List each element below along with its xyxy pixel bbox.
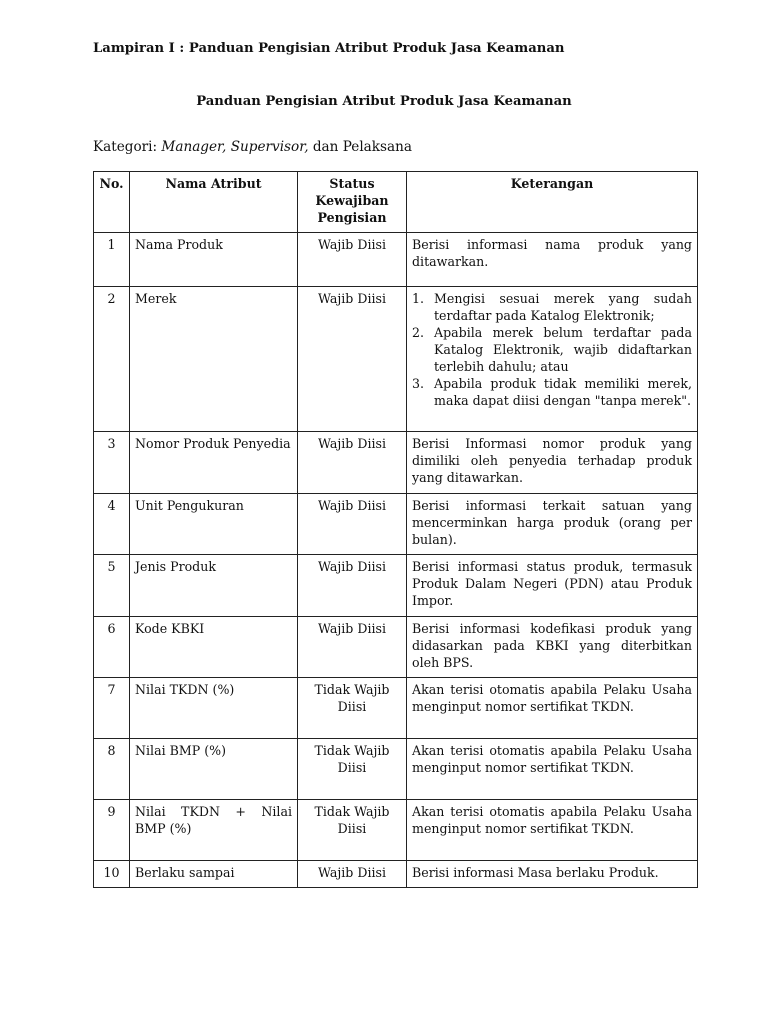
table-row (94, 861, 698, 888)
cell-keterangan: Berisi informasi nama produk yang ditawarkan. (407, 233, 698, 287)
cell-keterangan (407, 287, 698, 432)
cell-nama-atribut: Berlaku sampai (130, 861, 298, 888)
cell-nama-atribut: Unit Pengukuran (130, 494, 298, 555)
cell-status: Wajib Diisi (298, 861, 407, 888)
cell-keterangan: Akan terisi otomatis apabila Pelaku Usaha menginput nomor sertifikat TKDN. (407, 739, 698, 800)
list-text: Apabila produk tidak memiliki merek, maka dapat diisi dengan "tanpa merek". (434, 376, 692, 408)
list-number: 1. (412, 291, 425, 306)
cell-nama-atribut: Merek (130, 287, 298, 432)
cell-keterangan: Berisi informasi status produk, termasuk Produk Dalam Negeri (PDN) atau Produk Impor. (407, 555, 698, 617)
cell-status: Tidak Wajib Diisi (298, 800, 407, 861)
cell-no: 8 (94, 739, 130, 800)
header-nama-atribut: Nama Atribut (130, 172, 298, 233)
table-row (94, 432, 698, 494)
cell-keterangan: Akan terisi otomatis apabila Pelaku Usaha menginput nomor sertifikat TKDN. (407, 678, 698, 739)
cell-no: 3 (94, 432, 130, 494)
table-row (94, 800, 698, 861)
cell-no: 7 (94, 678, 130, 739)
cell-no: 9 (94, 800, 130, 861)
cell-keterangan: Berisi informasi kodefikasi produk yang didasarkan pada KBKI yang diterbitkan oleh BPS. (407, 617, 698, 678)
table-row (94, 555, 698, 617)
attribute-table (93, 171, 698, 888)
document-title: Panduan Pengisian Atribut Produk Jasa Keamanan (196, 94, 572, 109)
cell-no: 10 (94, 861, 130, 888)
list-number: 3. (412, 376, 425, 391)
keterangan-list-item (412, 290, 692, 324)
cell-keterangan: Berisi informasi Masa berlaku Produk. (407, 861, 698, 888)
cell-no: 5 (94, 555, 130, 617)
table-header-row (94, 172, 698, 233)
table-row (94, 678, 698, 739)
cell-nama-atribut: Nilai BMP (%) (130, 739, 298, 800)
appendix-header: Lampiran I : Panduan Pengisian Atribut Produk Jasa Keamanan (93, 41, 565, 56)
cell-keterangan: Berisi informasi terkait satuan yang mencerminkan harga produk (orang per bulan). (407, 494, 698, 555)
list-text: Mengisi sesuai merek yang sudah terdaftar pada Katalog Elektronik; (434, 291, 692, 323)
cell-keterangan: Berisi Informasi nomor produk yang dimiliki oleh penyedia terhadap produk yang ditawarkan. (407, 432, 698, 494)
cell-status: Wajib Diisi (298, 494, 407, 555)
cell-status: Wajib Diisi (298, 233, 407, 287)
keterangan-list-item (412, 375, 692, 409)
header-status: Status Kewajiban Pengisian (298, 172, 407, 233)
cell-nama-atribut: Nilai TKDN + Nilai BMP (%) (130, 800, 298, 861)
cell-nama-atribut: Nama Produk (130, 233, 298, 287)
table-row (94, 617, 698, 678)
keterangan-list-item (412, 324, 692, 375)
kategori-rest: dan Pelaksana (312, 139, 412, 155)
keterangan-list (412, 290, 692, 409)
cell-no: 1 (94, 233, 130, 287)
header-no: No. (94, 172, 130, 233)
kategori-line (93, 139, 412, 155)
table-row (94, 233, 698, 287)
cell-no: 6 (94, 617, 130, 678)
cell-nama-atribut: Jenis Produk (130, 555, 298, 617)
cell-keterangan: Akan terisi otomatis apabila Pelaku Usaha menginput nomor sertifikat TKDN. (407, 800, 698, 861)
cell-status: Wajib Diisi (298, 555, 407, 617)
kategori-label: Kategori: (93, 139, 158, 155)
cell-nama-atribut: Kode KBKI (130, 617, 298, 678)
cell-nama-atribut: Nilai TKDN (%) (130, 678, 298, 739)
kategori-italic: Manager, Supervisor, (161, 139, 309, 155)
cell-status: Tidak Wajib Diisi (298, 678, 407, 739)
table-row (94, 494, 698, 555)
cell-nama-atribut: Nomor Produk Penyedia (130, 432, 298, 494)
cell-status: Wajib Diisi (298, 432, 407, 494)
cell-no: 4 (94, 494, 130, 555)
table-row (94, 739, 698, 800)
cell-status: Wajib Diisi (298, 617, 407, 678)
list-number: 2. (412, 325, 425, 340)
cell-no: 2 (94, 287, 130, 432)
cell-status: Tidak Wajib Diisi (298, 739, 407, 800)
list-text: Apabila merek belum terdaftar pada Katalog Elektronik, wajib didaftarkan terlebih dahulu; atau (434, 325, 692, 374)
header-keterangan: Keterangan (407, 172, 698, 233)
cell-status: Wajib Diisi (298, 287, 407, 432)
table-row (94, 287, 698, 432)
